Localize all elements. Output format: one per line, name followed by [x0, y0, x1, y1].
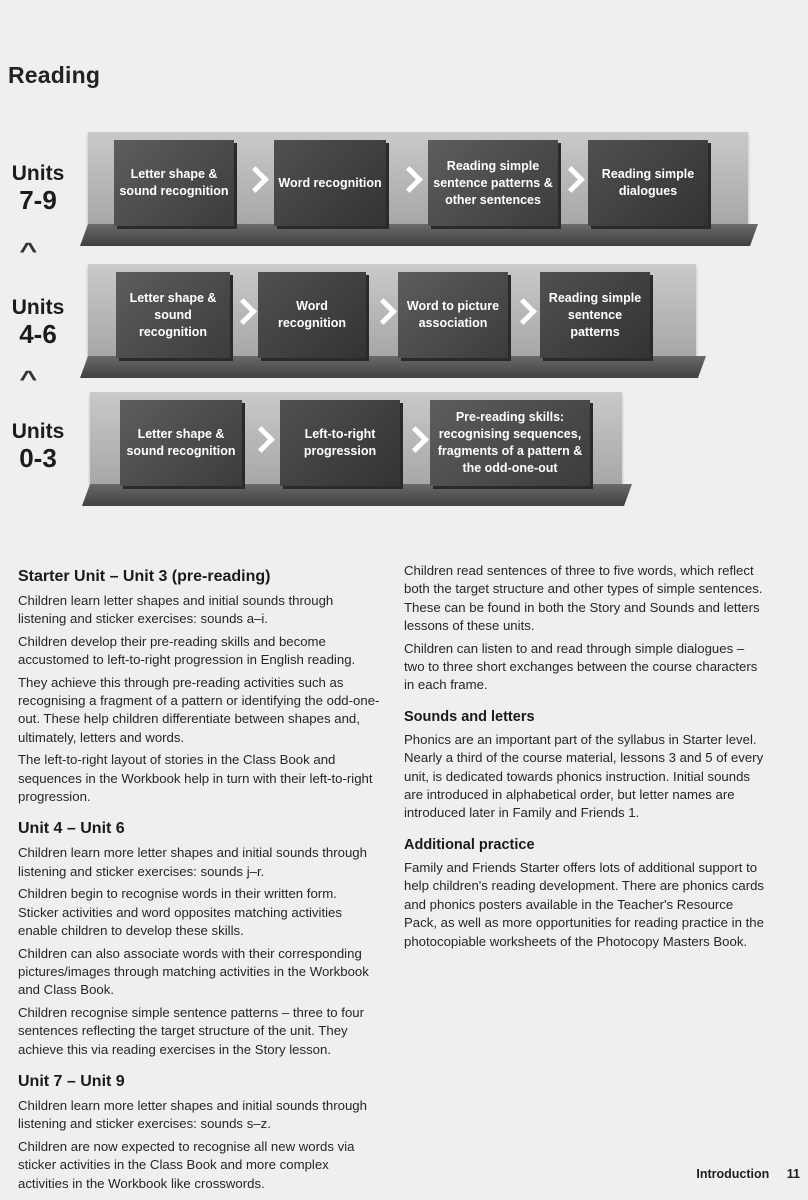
block-word-recognition: Word recognition — [274, 140, 386, 226]
paragraph: Children recognise simple sentence patterns – three to four sentences reflecting the target structure of the unit. They achieve this via reading exercises in the Story lesson. — [18, 1004, 364, 1057]
block-letter-shape: Letter shape & sound recognition — [120, 400, 242, 486]
paragraph: The left-to-right layout of stories in the Class Book and sequences in the Workbook help in turn with their left-to-right progression. — [18, 752, 373, 805]
block-letter-shape: Letter shape & sound recognition — [114, 140, 234, 226]
shelf-ledge — [80, 224, 758, 246]
paragraph: Children learn more letter shapes and initial sounds through listening and sticker exercises: sounds s–z. — [18, 1097, 367, 1132]
shelf-row-7-9 — [88, 132, 748, 236]
paragraph: Children begin to recognise words in their written form. Sticker activities and word opposites matching activities enable children to develop these skills. — [18, 886, 342, 939]
page-footer — [682, 1167, 800, 1181]
shelf-row-4-6 — [88, 264, 696, 368]
units-label-7-9 — [6, 162, 70, 215]
block-word-recognition: Word recognition — [258, 272, 366, 358]
units-label-4-6 — [6, 296, 70, 349]
shelf-ledge — [80, 356, 706, 378]
paragraph: Phonics are an important part of the syllabus in Starter level. Nearly a third of the course material, lessons 3 and 5 of every unit, is dedicated towards phonics instruction. Initial sounds are introduced in alphabetical order, but letter names are introduced later in Family and Friends 1. — [404, 731, 764, 821]
units-word: Units — [11, 296, 65, 319]
page-number: 11 — [786, 1167, 800, 1181]
page-title: Reading — [8, 62, 101, 88]
paragraph: Children learn letter shapes and initial sounds through listening and sticker exercises: sounds a–i. — [18, 593, 334, 627]
heading-unit-4-6: Unit 4 – Unit 6 — [18, 820, 125, 838]
chevron-up-icon: ^ — [19, 366, 38, 391]
chevron-right-icon — [510, 298, 537, 325]
chevron-up-icon: ^ — [19, 238, 38, 263]
footer-section: Introduction — [696, 1167, 770, 1181]
paragraph: Family and Friends Starter offers lots of additional support to help children's reading development. There are phonics cards and phonics posters available in the Teacher's Resource Pack, as well as more opportunities for reading practice in the photocopiable worksheets of the Photocopy Masters Book. — [404, 859, 765, 949]
units-label-0-3 — [6, 420, 70, 473]
chevron-right-icon — [558, 166, 585, 193]
chevron-right-icon — [396, 166, 423, 193]
heading-starter-unit: Starter Unit – Unit 3 (pre-reading) — [18, 568, 271, 585]
block-word-to-picture: Word to picture association — [398, 272, 508, 358]
units-range: 4-6 — [19, 319, 57, 349]
block-left-to-right: Left-to-right progression — [280, 400, 400, 486]
shelf-row-0-3 — [90, 392, 622, 496]
units-range: 0-3 — [19, 443, 57, 473]
shelf-ledge — [82, 484, 632, 506]
paragraph: They achieve this through pre-reading activities such as recognising a fragment of a pattern or identifying the odd-one-out. These help children differentiate between shapes and, ultimately, letters and words. — [18, 674, 380, 745]
paragraph: Children are now expected to recognise all new words via sticker activities in the Class Book and more complex activities in the Workbook like crosswords. — [18, 1138, 355, 1191]
units-word: Units — [11, 420, 65, 443]
units-word: Units — [11, 162, 65, 185]
paragraph: Children learn more letter shapes and initial sounds through listening and sticker exercises: sounds j–r. — [18, 845, 367, 879]
chevron-right-icon — [230, 298, 257, 325]
heading-unit-7-9: Unit 7 – Unit 9 — [18, 1072, 125, 1090]
units-range: 7-9 — [19, 185, 57, 215]
heading-additional-practice: Additional practice — [404, 836, 535, 853]
chevron-right-icon — [242, 166, 269, 193]
right-column — [404, 562, 768, 955]
paragraph: Children can also associate words with their corresponding pictures/images through matching activities in the Workbook and Class Book. — [18, 945, 369, 998]
chevron-right-icon — [402, 426, 429, 453]
block-reading-simple-sentence: Reading simple sentence patterns & other sentences — [428, 140, 558, 226]
block-pre-reading-skills: Pre-reading skills: recognising sequences, fragments of a pattern & the odd-one-out — [430, 400, 590, 486]
paragraph: Children can listen to and read through simple dialogues – two to three short exchanges between the course characters in each frame. — [404, 640, 758, 693]
block-reading-simple-dialogues: Reading simple dialogues — [588, 140, 708, 226]
block-reading-simple-sentence-patterns: Reading simple sentence patterns — [540, 272, 650, 358]
chevron-right-icon — [248, 426, 275, 453]
heading-sounds-and-letters: Sounds and letters — [404, 708, 535, 725]
chevron-right-icon — [370, 298, 397, 325]
left-column — [18, 566, 380, 1197]
paragraph: Children develop their pre-reading skills and become accustomed to left-to-right progression in English reading. — [18, 633, 356, 668]
block-letter-shape: Letter shape & sound recognition — [116, 272, 230, 358]
paragraph: Children read sentences of three to five words, which reflect both the target structure and other types of simple sentences. These can be found in both the Story and Sounds and letters lessons of these units. — [404, 563, 763, 634]
